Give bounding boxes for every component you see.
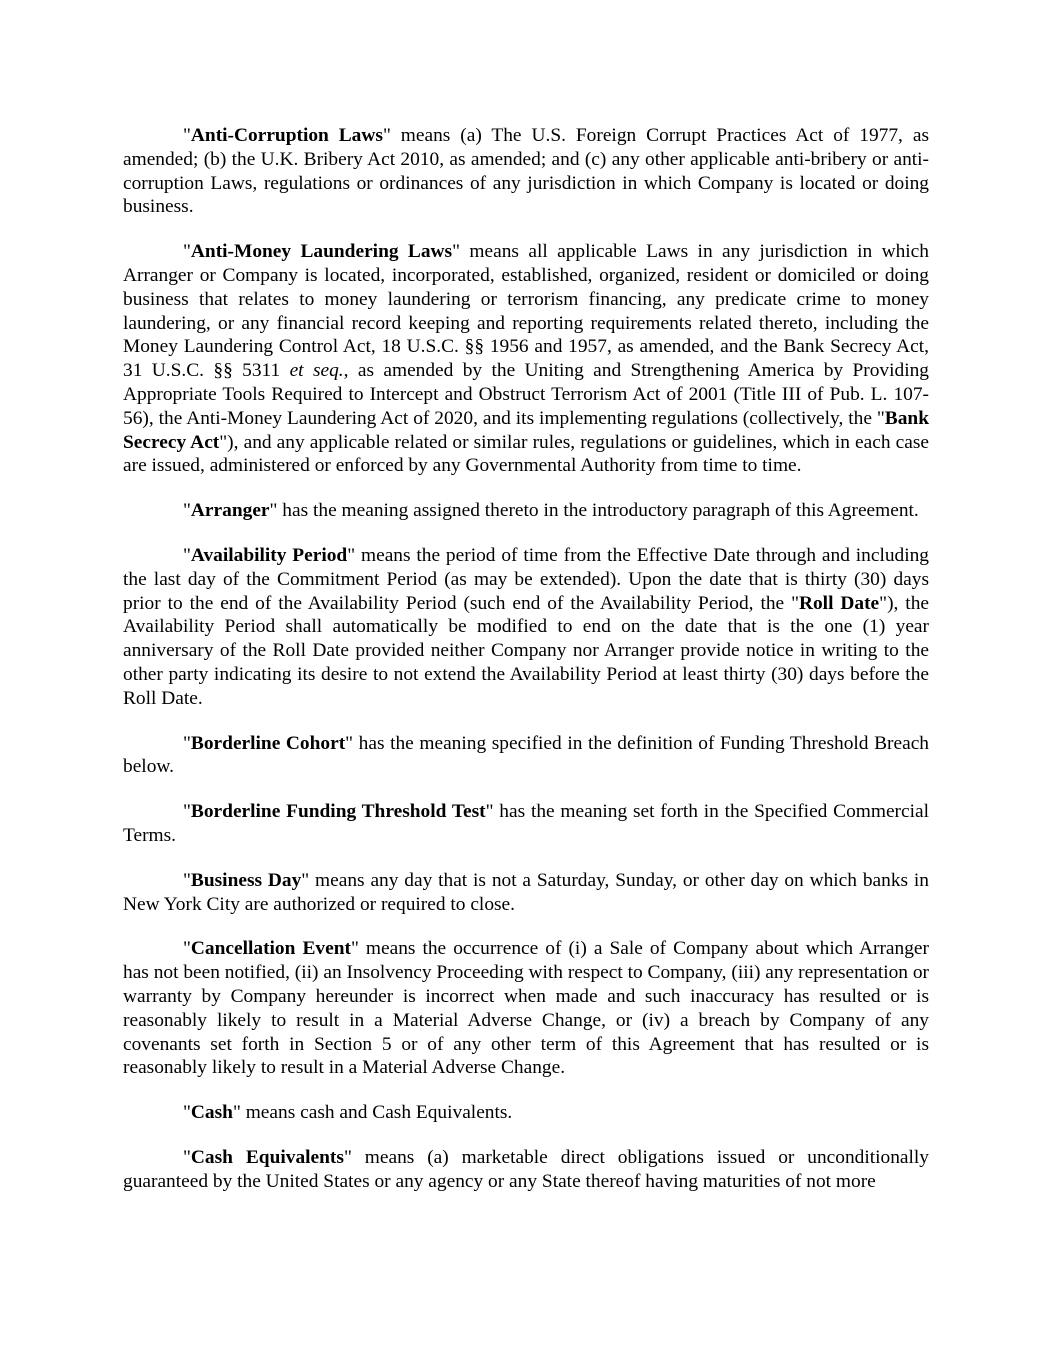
definition-text: "), the Availability Period shall automatically be modified to end on the date that is the one (1) year anniversary of the Roll Date provided neither Company nor Arranger provide notice in writing to the other party indicating its desire to not extend the Availability Period at least thirty (30) days before the Roll Date. [123, 592, 929, 709]
defined-term: Borderline Funding Threshold Test [190, 801, 486, 823]
definition-text: has the meaning specified in the definition of Funding Threshold Breach below. [123, 732, 929, 778]
definition-anti-money-laundering-laws: "Anti-Money Laundering Laws" means all applicable Laws in any jurisdiction in which Arranger or Company is located, incorporated, established, organized, resident or domiciled or doing business that relates to money laundering or terrorism financing, any predicate crime to money laundering, or any financial record keeping and reporting requirements related thereto, including the Money Laundering Control Act, 18 U.S.C. §§ 1956 and 1957, as amended, and the Bank Secrecy Act, 31 U.S.C. §§ 5311 et seq., as amended by the Uniting and Strengthening America by Providing Appropriate Tools Required to Intercept and Obstruct Terrorism Act of 2001 (Title III of Pub. L. 107-56), the Anti-Money Laundering Act of 2020, and its implementing regulations (collectively, the "Bank Secrecy Act"), and any applicable related or similar rules, regulations or guidelines, which in each case are issued, administered or enforced by any Governmental Authority from time to time. [123, 241, 929, 477]
italic-term: et seq. [289, 360, 344, 382]
defined-term: Cash [190, 1102, 233, 1124]
definition-cancellation-event: "Cancellation Event" means the occurrence of (i) a Sale of Company about which Arranger has not been notified, (ii) an Insolvency Proceeding with respect to Company, (iii) any representation or warranty by Company hereunder is incorrect when made and such inaccuracy has resulted or is reasonably likely to result in a Material Adverse Change, or (iv) a breach by Company of any covenants set forth in Section 5 or of any other term of this Agreement that has resulted or is reasonably likely to result in a Material Adverse Change. [123, 938, 929, 1079]
definition-text: has the meaning set forth in the Specified Commercial Terms. [123, 801, 929, 846]
defined-term: Arranger [190, 500, 270, 522]
definition-text: has the meaning assigned thereto in the introductory paragraph of this Agreement. [277, 500, 919, 522]
defined-term: Anti-Money Laundering Laws [190, 241, 453, 263]
defined-term: Cash Equivalents [190, 1146, 344, 1168]
definition-text: , as amended by the Uniting and Strengthening America by Providing Appropriate Tools Required to Intercept and Obstruct Terrorism Act of 2001 (Title III of Pub. L. 107-56), the Anti-Money Laundering Act of 2020, and its implementing regulations (collectively, the " [123, 360, 929, 429]
definition-text: means all applicable Laws in any jurisdiction in which Arranger or Company is located, incorporated, established, organized, resident or domiciled or doing business that relates to money laundering or terrorism financing, any predicate crime to money laundering, or any financial record keeping and reporting requirements related thereto, including the Money Laundering Control Act, 18 U.S.C. §§ 1956 and 1957, as amended, and the Bank Secrecy Act, 31 U.S.C. §§ 5311 [123, 241, 929, 382]
definition-borderline-funding-threshold-test: "Borderline Funding Threshold Test" has the meaning set forth in the Specified Commercial Terms. [123, 801, 929, 846]
document-page [123, 124, 929, 1214]
definition-text: means any day that is not a Saturday, Sunday, or other day on which banks in New York City are authorized or required to close. [123, 869, 929, 915]
defined-term: Borderline Cohort [190, 732, 346, 754]
definition-text: means (a) marketable direct obligations issued or unconditionally guaranteed by the United States or any agency or any State thereof having maturities of not more [123, 1146, 930, 1192]
defined-term: Availability Period [190, 544, 348, 566]
defined-term: Bank Secrecy Act [123, 407, 929, 453]
definition-arranger: "Arranger" has the meaning assigned thereto in the introductory paragraph of this Agreement. [183, 500, 919, 522]
definition-availability-period: "Availability Period" means the period of time from the Effective Date through and including the last day of the Commitment Period (as may be extended). Upon the date that is thirty (30) days prior to the end of the Availability Period (such end of the Availability Period, the "Roll Date"), the Availability Period shall automatically be modified to end on the date that is the one (1) year anniversary of the Roll Date provided neither Company nor Arranger provide notice in writing to the other party indicating its desire to not extend the Availability Period at least thirty (30) days before the Roll Date. [123, 544, 929, 709]
definition-text: means the period of time from the Effective Date through and including the last day of the Commitment Period (as may be extended). Upon the date that is thirty (30) days prior to the end of the Availability Period (such end of the Availability Period, the " [123, 544, 929, 614]
definition-text: means the occurrence of (i) a Sale of Company about which Arranger has not been notified, (ii) an Insolvency Proceeding with respect to Company, (iii) any representation or warranty by Company hereunder is incorrect when made and such inaccuracy has resulted or is reasonably likely to result in a Material Adverse Change, or (iv) a breach by Company of any covenants set forth in Section 5 or of any other term of this Agreement that has resulted or is reasonably likely to result in a Material Adverse Change. [123, 938, 929, 1079]
definition-text: means (a) The U.S. Foreign Corrupt Practices Act of 1977, as amended; (b) the U.K. Bribery Act 2010, as amended; and (c) any other applicable anti-bribery or anti-corruption Laws, regulations or ordinances of any jurisdiction in which Company is located or doing business. [123, 125, 929, 218]
defined-term: Roll Date [798, 592, 880, 614]
definition-cash-equivalents: "Cash Equivalents" means (a) marketable direct obligations issued or unconditionally guaranteed by the United States or any agency or any State thereof having maturities of not more [123, 1146, 930, 1192]
definition-text: means cash and Cash Equivalents. [240, 1102, 513, 1124]
defined-term: Cancellation Event [190, 938, 351, 960]
defined-term: Anti-Corruption Laws [190, 125, 383, 146]
definition-business-day: "Business Day" means any day that is not a Saturday, Sunday, or other day on which banks in New York City are authorized or required to close. [123, 869, 929, 915]
definition-borderline-cohort: "Borderline Cohort" has the meaning specified in the definition of Funding Threshold Breach below. [123, 732, 929, 778]
definition-text: "), and any applicable related or similar rules, regulations or guidelines, which in each case are issued, administered or enforced by any Governmental Authority from time to time. [123, 431, 929, 477]
definition-cash: "Cash" means cash and Cash Equivalents. [183, 1102, 513, 1124]
definition-anti-corruption-laws: "Anti-Corruption Laws" means (a) The U.S. Foreign Corrupt Practices Act of 1977, as amended; (b) the U.K. Bribery Act 2010, as amended; and (c) any other applicable anti-bribery or anti-corruption Laws, regulations or ordinances of any jurisdiction in which Company is located or doing business. [123, 125, 929, 218]
defined-term: Business Day [190, 869, 302, 891]
